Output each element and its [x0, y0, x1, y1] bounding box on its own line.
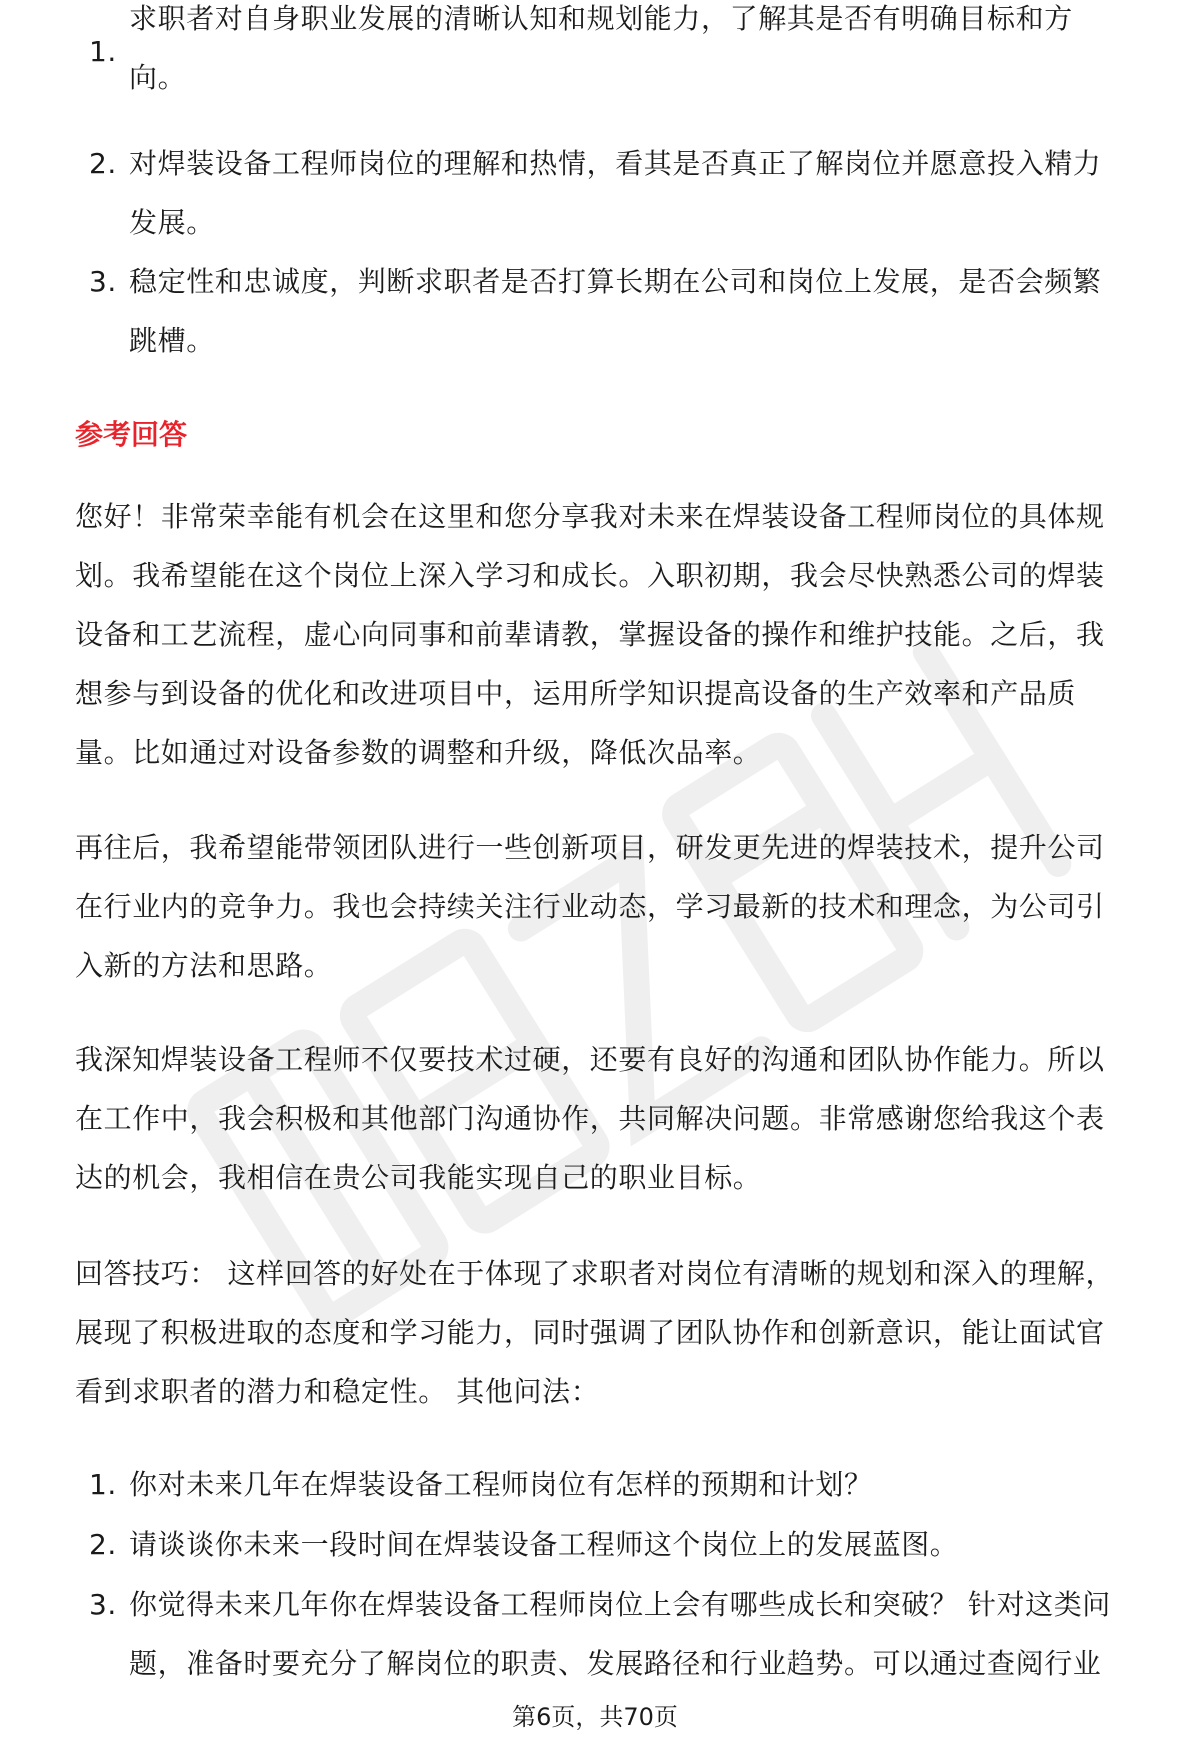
paragraph-line: 量。比如通过对设备参数的调整和升级，降低次品率。 [75, 736, 762, 769]
list-number: 1. [89, 35, 117, 68]
paragraph-line: 在行业内的竞争力。我也会持续关注行业动态，学习最新的技术和理念，为公司引 [75, 890, 1105, 923]
list-number: 3. [89, 1588, 117, 1621]
list-number: 2. [89, 1528, 117, 1561]
answer-paragraph [75, 1030, 1165, 1207]
list-line: 向。 [129, 61, 187, 94]
list-item [75, 134, 1190, 252]
paragraph-line: 您好！非常荣幸能有机会在这里和您分享我对未来在焊装设备工程师岗位的具体规 [75, 500, 1105, 533]
list-line: 对焊装设备工程师岗位的理解和热情，看其是否真正了解岗位并愿意投入精力 [129, 147, 1102, 180]
page-number-footer: 第6页，共70页 [512, 1703, 678, 1731]
tips-paragraph [75, 1244, 1165, 1421]
list-item [75, 1575, 1190, 1693]
paragraph-line: 看到求职者的潜力和稳定性。 其他问法： [75, 1375, 600, 1408]
list-line: 发展。 [129, 206, 215, 239]
paragraph-line: 展现了积极进取的态度和学习能力，同时强调了团队协作和创新意识，能让面试官 [75, 1316, 1105, 1349]
paragraph-line: 再往后，我希望能带领团队进行一些创新项目，研发更先进的焊装技术，提升公司 [75, 831, 1105, 864]
list-number: 1. [89, 1468, 117, 1501]
list-line: 跳槽。 [129, 324, 215, 357]
paragraph-line: 想参与到设备的优化和改进项目中，运用所学知识提高设备的生产效率和产品质 [75, 677, 1077, 710]
list-item [75, 1455, 1190, 1514]
list-line: 请谈谈你未来一段时间在焊装设备工程师这个岗位上的发展蓝图。 [129, 1528, 959, 1561]
list-number: 3. [89, 265, 117, 298]
list-item [75, 1515, 1190, 1574]
paragraph-line: 回答技巧： 这样回答的好处在于体现了求职者对岗位有清晰的规划和深入的理解， [75, 1257, 1115, 1290]
list-line: 你对未来几年在焊装设备工程师岗位有怎样的预期和计划？ [129, 1468, 873, 1501]
list-line: 你觉得未来几年你在焊装设备工程师岗位上会有哪些成长和突破？ 针对这类问 [129, 1588, 1111, 1621]
paragraph-line: 达的机会，我相信在贵公司我能实现自己的职业目标。 [75, 1161, 762, 1194]
list-item [75, 252, 1190, 370]
answer-paragraph [75, 487, 1165, 782]
list-number: 2. [89, 147, 117, 180]
paragraph-line: 入新的方法和思路。 [75, 949, 333, 982]
list-item [75, 2, 1190, 107]
paragraph-line: 划。我希望能在这个岗位上深入学习和成长。入职初期，我会尽快熟悉公司的焊装 [75, 559, 1105, 592]
section-heading: 参考回答 [75, 418, 188, 451]
list-line: 题，准备时要充分了解岗位的职责、发展路径和行业趋势。可以通过查阅行业 [129, 1647, 1102, 1680]
list-line: 稳定性和忠诚度，判断求职者是否打算长期在公司和岗位上发展，是否会频繁 [129, 265, 1102, 298]
paragraph-line: 设备和工艺流程，虚心向同事和前辈请教，掌握设备的操作和维护技能。之后，我 [75, 618, 1105, 651]
answer-paragraph [75, 818, 1165, 995]
list-line: 求职者对自身职业发展的清晰认知和规划能力，了解其是否有明确目标和方 [129, 2, 1073, 35]
paragraph-line: 在工作中，我会积极和其他部门沟通协作，共同解决问题。非常感谢您给我这个表 [75, 1102, 1105, 1135]
paragraph-line: 我深知焊装设备工程师不仅要技术过硬，还要有良好的沟通和团队协作能力。所以 [75, 1043, 1105, 1076]
